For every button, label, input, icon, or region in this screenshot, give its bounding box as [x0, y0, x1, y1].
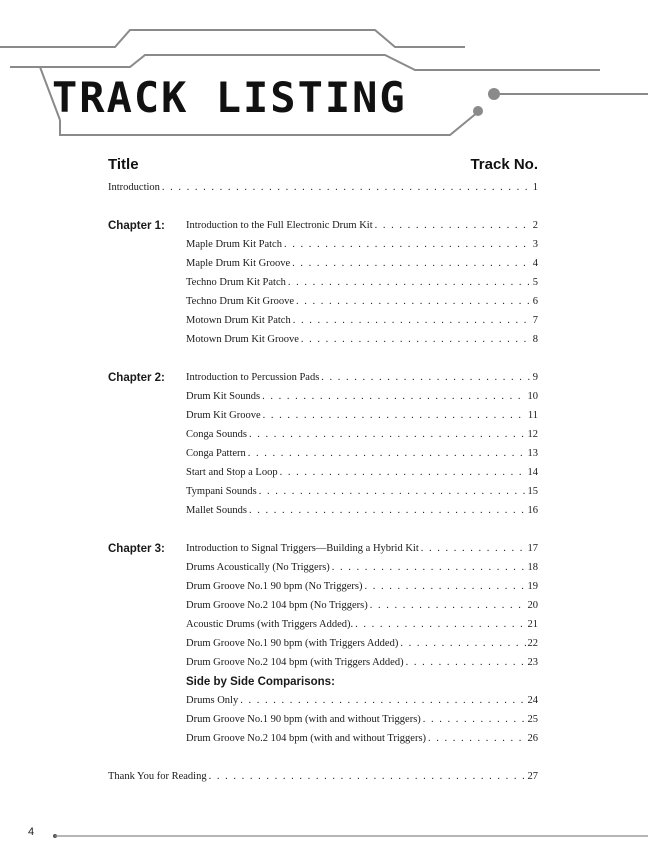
toc-track-number: 24	[527, 695, 538, 706]
toc-track-number: 5	[532, 277, 538, 288]
toc-track-number: 17	[527, 543, 538, 554]
chapter-3-label: Chapter 3:	[108, 543, 165, 555]
toc-row	[186, 238, 538, 252]
page-title: TRACK LISTING	[52, 73, 407, 122]
leader-dots	[259, 485, 526, 499]
toc-title: Start and Stop a Loop	[186, 467, 278, 478]
toc-row	[186, 428, 538, 442]
toc-row	[186, 295, 538, 309]
leader-dots	[400, 637, 525, 651]
toc-track-number: 25	[527, 714, 538, 725]
toc-title: Maple Drum Kit Patch	[186, 239, 282, 250]
toc-track-number: 27	[527, 771, 538, 782]
toc-title: Drum Groove No.2 104 bpm (No Triggers)	[186, 600, 368, 611]
toc-row	[186, 257, 538, 271]
track-column-heading: Track No.	[470, 156, 538, 173]
toc-title: Techno Drum Kit Patch	[186, 277, 286, 288]
toc-track-number: 18	[527, 562, 538, 573]
leader-dots	[284, 238, 531, 252]
leader-dots	[375, 219, 531, 233]
toc-row	[186, 276, 538, 290]
leader-dots	[292, 257, 531, 271]
leader-dots	[293, 314, 531, 328]
toc-title: Drum Groove No.1 90 bpm (with and without Triggers)	[186, 714, 421, 725]
toc-row	[186, 485, 538, 499]
page-number: 4	[28, 826, 35, 838]
toc-title: Conga Pattern	[186, 448, 246, 459]
toc-title: Motown Drum Kit Patch	[186, 315, 291, 326]
leader-dots	[296, 295, 531, 309]
leader-dots	[370, 599, 526, 613]
toc-title: Drum Kit Groove	[186, 410, 261, 421]
toc-track-number: 1	[532, 182, 538, 193]
leader-dots	[428, 732, 525, 746]
toc-row	[186, 694, 538, 708]
toc-row	[186, 371, 538, 385]
toc-title: Tympani Sounds	[186, 486, 257, 497]
leader-dots	[321, 371, 530, 385]
toc-row	[186, 618, 538, 632]
toc-title: Introduction to Signal Triggers—Building a Hybrid Kit	[186, 543, 419, 554]
toc-track-number: 6	[532, 296, 538, 307]
toc-track-number: 12	[527, 429, 538, 440]
header-node-2	[473, 106, 483, 116]
toc-row	[186, 466, 538, 480]
header-frame-line	[10, 55, 600, 70]
toc-title: Drum Groove No.2 104 bpm (with Triggers Added)	[186, 657, 404, 668]
toc-row	[186, 504, 538, 518]
toc-row	[186, 542, 538, 556]
toc-row	[186, 390, 538, 404]
toc-row	[186, 314, 538, 328]
chapter-1-label: Chapter 1:	[108, 220, 165, 232]
toc-track-number: 2	[532, 220, 538, 231]
toc-row	[186, 333, 538, 347]
leader-dots	[209, 770, 526, 784]
leader-dots	[364, 580, 525, 594]
toc-title: Introduction to the Full Electronic Drum Kit	[186, 220, 373, 231]
toc-title: Drum Groove No.1 90 bpm (with Triggers Added)	[186, 638, 399, 649]
leader-dots	[162, 181, 531, 195]
toc-row	[186, 637, 538, 651]
leader-dots	[423, 713, 526, 727]
leader-dots	[355, 618, 525, 632]
leader-dots	[288, 276, 531, 290]
toc-track-number: 22	[527, 638, 538, 649]
toc-row	[186, 713, 538, 727]
toc-track-number: 14	[527, 467, 538, 478]
leader-dots	[263, 409, 526, 423]
toc-track-number: 3	[532, 239, 538, 250]
toc-track-number: 7	[532, 315, 538, 326]
toc-track-number: 26	[527, 733, 538, 744]
toc-track-number: 10	[527, 391, 538, 402]
chapter-2-label: Chapter 2:	[108, 372, 165, 384]
toc-row	[186, 561, 538, 575]
leader-dots	[240, 694, 525, 708]
leader-dots	[280, 466, 526, 480]
leader-dots	[332, 561, 526, 575]
footer-rule	[0, 826, 648, 846]
toc-title: Mallet Sounds	[186, 505, 247, 516]
toc-title: Drum Kit Sounds	[186, 391, 261, 402]
toc-row	[186, 732, 538, 746]
toc-title: Drum Groove No.1 90 bpm (No Triggers)	[186, 581, 363, 592]
toc-track-number: 13	[527, 448, 538, 459]
toc-track-number: 23	[527, 657, 538, 668]
toc-row-intro	[108, 181, 538, 195]
toc-row	[186, 580, 538, 594]
toc-row	[186, 447, 538, 461]
toc-title: Motown Drum Kit Groove	[186, 334, 299, 345]
toc-row	[186, 409, 538, 423]
toc-title: Maple Drum Kit Groove	[186, 258, 291, 269]
header-top-line	[0, 30, 465, 47]
title-column-heading: Title	[108, 156, 139, 173]
toc-track-number: 20	[527, 600, 538, 611]
leader-dots	[249, 428, 526, 442]
comparisons-subheading: Side by Side Comparisons:	[186, 676, 335, 688]
toc-title: Drums Acoustically (No Triggers)	[186, 562, 330, 573]
toc-row	[186, 599, 538, 613]
toc-title: Conga Sounds	[186, 429, 247, 440]
toc-title: Acoustic Drums (with Triggers Added).	[186, 619, 354, 630]
toc-title: Introduction	[108, 182, 160, 193]
toc-title: Thank You for Reading	[108, 771, 207, 782]
toc-track-number: 11	[527, 410, 538, 421]
leader-dots	[262, 390, 525, 404]
leader-dots	[421, 542, 526, 556]
toc-track-number: 21	[527, 619, 538, 630]
toc-title: Techno Drum Kit Groove	[186, 296, 295, 307]
leader-dots	[249, 504, 526, 518]
toc-title: Introduction to Percussion Pads	[186, 372, 320, 383]
toc-title: Drum Groove No.2 104 bpm (with and without Triggers)	[186, 733, 427, 744]
leader-dots	[406, 656, 526, 670]
leader-dots	[301, 333, 531, 347]
toc-row	[186, 656, 538, 670]
toc-title: Drums Only	[186, 695, 239, 706]
toc-track-number: 9	[532, 372, 538, 383]
toc-row-outro	[108, 770, 538, 784]
toc-track-number: 19	[527, 581, 538, 592]
toc-track-number: 15	[527, 486, 538, 497]
toc-track-number: 8	[532, 334, 538, 345]
toc-track-number: 16	[527, 505, 538, 516]
leader-dots	[248, 447, 526, 461]
header-node-1	[488, 88, 500, 100]
toc-track-number: 4	[532, 258, 538, 269]
toc-row	[186, 219, 538, 233]
